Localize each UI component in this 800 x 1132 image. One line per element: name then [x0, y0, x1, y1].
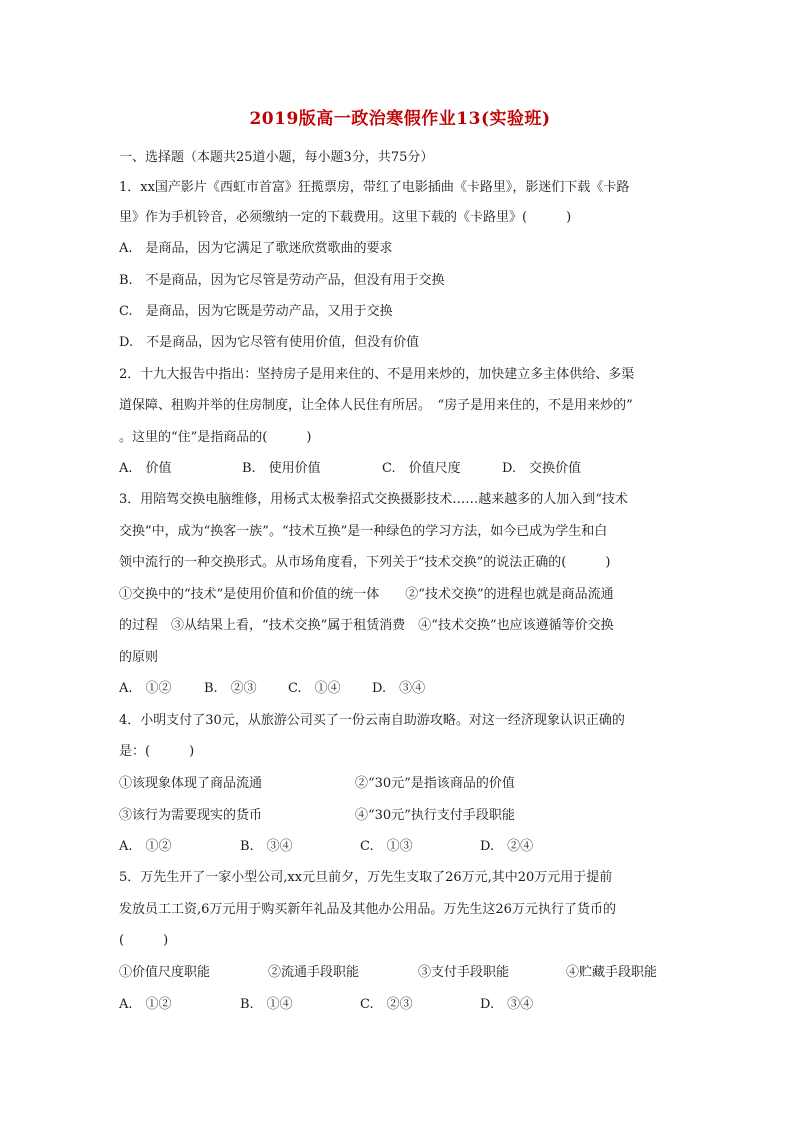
question-4-line-2: 是：( ): [119, 744, 195, 759]
question-4-option-c: C. ①③: [360, 839, 413, 854]
question-5-option-a: A. ①②: [119, 997, 172, 1012]
question-5-statement-3: ③支付手段职能: [418, 965, 510, 980]
question-4-statement-4: ④“30元”执行支付手段职能: [355, 808, 515, 823]
question-2-line-3: 。这里的“住”是指商品的( ): [119, 430, 312, 445]
question-5-line-1: 5．万先生开了一家小型公司,xx元旦前夕，万先生支取了26万元,其中20万元用于提前: [119, 870, 613, 885]
page-title: 2019版高一政治寒假作业13(实验班): [249, 109, 551, 129]
question-2-option-a: A. 价值: [119, 461, 172, 476]
question-2-line-1: 2．十九大报告中指出：坚持房子是用来住的、不是用来炒的，加快建立多主体供给、多渠: [119, 367, 635, 382]
question-4-option-a: A. ①②: [119, 839, 172, 854]
question-4-line-1: 4．小明支付了30元，从旅游公司买了一份云南自助游攻略。对这一经济现象认识正确的: [119, 713, 625, 728]
question-5-option-d: D. ③④: [480, 997, 534, 1012]
question-3-option-b: B. ②③: [204, 681, 257, 696]
question-1-line-1: 1．xx国产影片《西虹市首富》狂揽票房，带红了电影插曲《卡路里》，影迷们下载《卡路: [119, 180, 630, 195]
question-1-option-c: C. 是商品，因为它既是劳动产品，又用于交换: [119, 304, 393, 319]
question-5-statement-4: ④贮藏手段职能: [566, 965, 658, 980]
question-5-option-b: B. ①④: [240, 997, 293, 1012]
question-4-option-b: B. ③④: [240, 839, 293, 854]
question-1-option-b: B. 不是商品，因为它尽管是劳动产品，但没有用于交换: [119, 273, 445, 288]
question-3-line-5: 的过程 ③从结果上看，“技术交换”属于租赁消费 ④“技术交换”也应该遵循等价交换: [119, 618, 614, 633]
question-1-option-a: A. 是商品，因为它满足了歌迷欣赏歌曲的要求: [119, 241, 393, 256]
question-5-statement-2: ②流通手段职能: [268, 965, 360, 980]
question-4-option-d: D. ②④: [480, 839, 534, 854]
question-4-statement-3: ③该行为需要现实的货币: [119, 808, 263, 823]
question-2-option-d: D. 交换价值: [502, 461, 582, 476]
question-3-line-2: 交换”中，成为“换客一族”。“技术互换”是一种绿色的学习方法，如今已成为学生和白: [119, 524, 608, 539]
question-5-statement-1: ①价值尺度职能: [119, 965, 211, 980]
question-5-line-2: 发放员工工资,6万元用于购买新年礼品及其他办公用品。万先生这26万元执行了货币的: [119, 902, 616, 917]
question-5-line-3: ( ): [119, 933, 169, 948]
question-1-line-2: 里》作为手机铃音，必须缴纳一定的下载费用。这里下载的《卡路里》( ): [119, 210, 572, 225]
question-2-line-2: 道保障、租购并举的住房制度，让全体人民住有所居。 “房子是用来住的，不是用来炒的”: [119, 398, 633, 413]
question-3-line-6: 的原则: [119, 650, 159, 665]
question-3-line-3: 领中流行的一种交换形式。从市场角度看，下列关于“技术交换”的说法正确的( ): [119, 555, 611, 570]
section-heading: 一、选择题（本题共25道小题，每小题3分，共75分）: [119, 150, 434, 165]
question-3-option-c: C. ①④: [288, 681, 341, 696]
question-4-statement-2: ②“30元”是指该商品的价值: [355, 776, 515, 791]
question-4-statement-1: ①该现象体现了商品流通: [119, 776, 263, 791]
question-3-option-d: D. ③④: [372, 681, 426, 696]
question-2-option-b: B. 使用价值: [242, 461, 321, 476]
question-5-option-c: C. ②③: [360, 997, 413, 1012]
question-1-option-d: D. 不是商品，因为它尽管有使用价值，但没有价值: [119, 335, 420, 350]
question-3-line-1: 3．用陪驾交换电脑维修，用杨式太极拳招式交换摄影技术……越来越多的人加入到“技术: [119, 492, 628, 507]
question-2-option-c: C. 价值尺度: [382, 461, 461, 476]
question-3-line-4: ①交换中的“技术”是使用价值和价值的统一体 ②“技术交换”的进程也就是商品流通: [119, 587, 614, 602]
question-3-option-a: A. ①②: [119, 681, 172, 696]
